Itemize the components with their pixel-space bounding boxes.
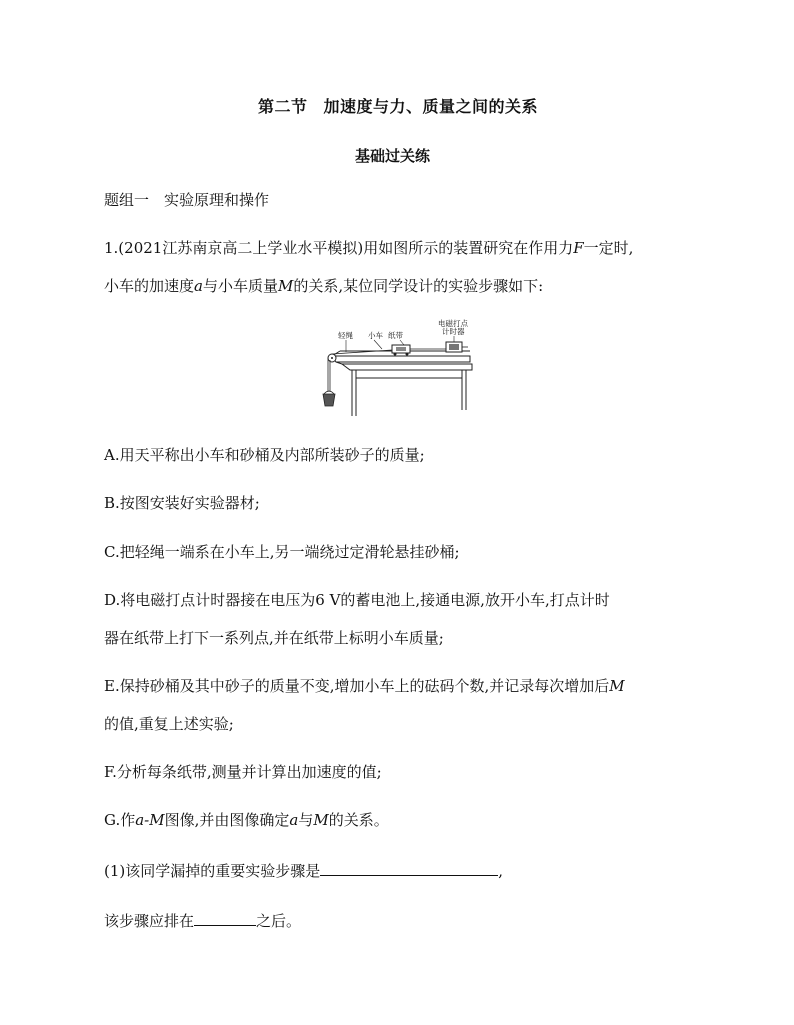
- step-text: G.作: [104, 811, 136, 829]
- variable-M: M: [313, 811, 329, 829]
- answer-blank-1[interactable]: [320, 859, 498, 876]
- question-text: 小车的加速度: [104, 277, 195, 295]
- variable-a-M: a-M: [135, 811, 165, 829]
- label-paper-tape: 纸带: [388, 331, 403, 340]
- sand-bucket: [323, 394, 335, 406]
- variable-M: M: [277, 277, 294, 295]
- step-text: E.保持砂桶及其中砂子的质量不变,增加小车上的砝码个数,并记录每次增加后: [104, 677, 610, 695]
- label-light-rope: 轻绳: [338, 331, 353, 340]
- chapter-label: 第二节: [258, 97, 308, 116]
- step-text: 图像,并由图像确定: [164, 811, 290, 829]
- step-B: B.按图安装好实验器材;: [104, 494, 260, 512]
- label-timer-line-2: 计时器: [442, 327, 465, 336]
- label-cart: 小车: [368, 331, 383, 340]
- step-D-line-2: 器在纸带上打下一系列点,并在纸带上标明小车质量;: [104, 629, 444, 647]
- step-G: [104, 810, 389, 830]
- track-board: [332, 356, 470, 362]
- variable-a: a: [194, 277, 203, 295]
- label-timer-line-1: 电磁打点: [438, 319, 468, 328]
- step-text: 与: [298, 811, 314, 829]
- answer-blank-2[interactable]: [194, 909, 256, 926]
- table-top: [342, 364, 472, 370]
- sub-question-2: [104, 909, 301, 931]
- step-text: 的关系。: [328, 811, 389, 829]
- step-C: C.把轻绳一端系在小车上,另一端绕过定滑轮悬挂砂桶;: [104, 543, 460, 561]
- sub-question-text: 之后。: [256, 912, 302, 930]
- step-E-line-2: 的值,重复上述实验;: [104, 715, 234, 733]
- title-text: 加速度与力、质量之间的关系: [323, 97, 539, 116]
- question-text: 与小车质量: [202, 277, 278, 295]
- question-1-line-2: [104, 276, 543, 296]
- apparatus-figure: [322, 318, 474, 418]
- variable-F: F: [573, 239, 584, 257]
- variable-a: a: [289, 811, 299, 829]
- step-D-line-1: D.将电磁打点计时器接在电压为6 V的蓄电池上,接通电源,放开小车,打点计时: [104, 591, 610, 609]
- question-text: 一定时,: [583, 239, 634, 257]
- step-E-line-1: [104, 676, 625, 696]
- variable-M: M: [609, 677, 625, 695]
- sub-question-1: [104, 859, 503, 881]
- question-text: 的关系,某位同学设计的实验步骤如下:: [293, 277, 544, 295]
- question-group-title: 题组一 实验原理和操作: [104, 191, 270, 209]
- question-1-line-1: [104, 238, 633, 258]
- section-title: [258, 94, 538, 117]
- step-F: F.分析每条纸带,测量并计算出加速度的值;: [104, 763, 382, 781]
- sub-question-text: ,: [498, 862, 504, 880]
- question-text: 1.(2021江苏南京高二上学业水平模拟)用如图所示的装置研究在作用力: [104, 239, 574, 257]
- step-A: A.用天平称出小车和砂桶及内部所装砂子的质量;: [104, 446, 425, 464]
- subsection-title: 基础过关练: [355, 147, 431, 165]
- sub-question-text: 该步骤应排在: [104, 912, 195, 930]
- sub-question-text: (1)该同学漏掉的重要实验步骤是: [104, 862, 321, 880]
